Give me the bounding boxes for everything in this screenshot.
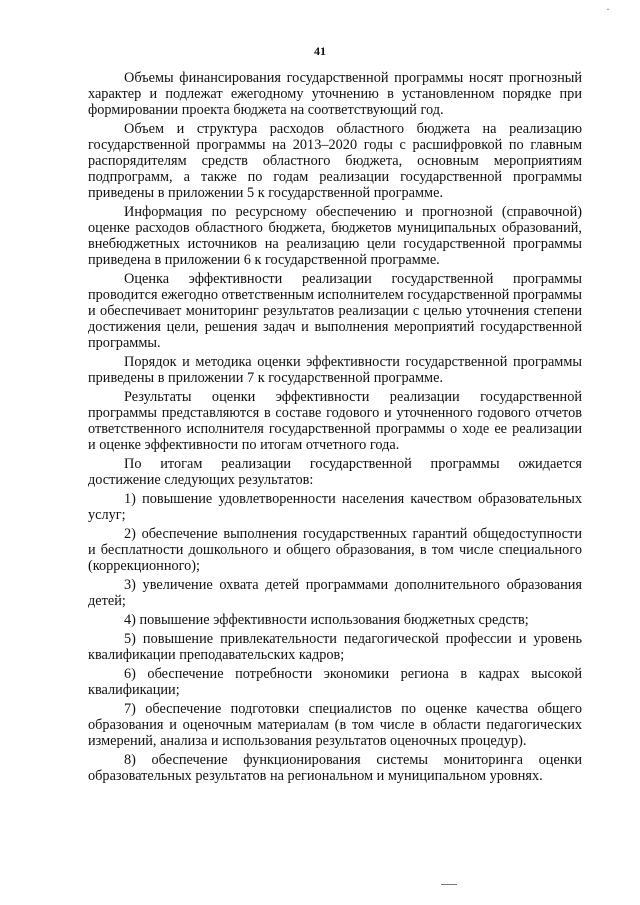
paragraph-expected-results-intro: По итогам реализации государственной программы ожидается достижение следующих результатов: — [88, 456, 582, 488]
list-item-result-6: 6) обеспечение потребности экономики региона в кадрах высокой квалификации; — [88, 666, 582, 698]
list-item-result-1: 1) повышение удовлетворенности населения качеством образовательных услуг; — [88, 491, 582, 523]
bottom-scan-mark — [441, 884, 457, 885]
list-item-result-7: 7) обеспечение подготовки специалистов по оценке качества общего образования и оценочным материалам (в том числе в области педагогических измерений, анализа и использования результатов оценочных процедур). — [88, 701, 582, 749]
document-body — [88, 70, 582, 787]
list-item-result-2: 2) обеспечение выполнения государственных гарантий общедоступности и бесплатности дошкольного и общего образования, в том числе специального (коррекционного); — [88, 526, 582, 574]
paragraph-budget-structure: Объем и структура расходов областного бюджета на реализацию государственной программы на 2013–2020 годы с расшифровкой по главным распорядителям средств областного бюджета, основным мероприятиям подпрограмм, а также по годам реализации государственной программы приведены в приложении 5 к государственной программе. — [88, 121, 582, 201]
corner-mark: · — [606, 2, 610, 16]
paragraph-financing-forecast: Объемы финансирования государственной программы носят прогнозный характер и подлежат ежегодному уточнению в установленном порядке при формировании проекта бюджета на соответствующий год. — [88, 70, 582, 118]
list-item-result-3: 3) увеличение охвата детей программами дополнительного образования детей; — [88, 577, 582, 609]
page-number: 41 — [314, 44, 326, 58]
paragraph-efficiency-assessment: Оценка эффективности реализации государственной программы проводится ежегодно ответственным исполнителем государственной программы и обеспечивает мониторинг результатов реализации с целью уточнения степени достижения цели, решения задач и выполнения мероприятий государственной программы. — [88, 271, 582, 351]
paragraph-assessment-results: Результаты оценки эффективности реализации государственной программы представляются в составе годового и уточненного годового отчетов ответственного исполнителя государственной программы о ходе ее реализации и оценке эффективности по итогам отчетного года. — [88, 389, 582, 453]
list-item-result-8: 8) обеспечение функционирования системы мониторинга оценки образовательных результатов на региональном и муниципальном уровнях. — [88, 752, 582, 784]
list-item-result-5: 5) повышение привлекательности педагогической профессии и уровень квалификации преподавательских кадров; — [88, 631, 582, 663]
paragraph-assessment-method: Порядок и методика оценки эффективности государственной программы приведены в приложении 7 к государственной программе. — [88, 354, 582, 386]
paragraph-resource-information: Информация по ресурсному обеспечению и прогнозной (справочной) оценке расходов областного бюджета, бюджетов муниципальных образований, внебюджетных источников на реализацию цели государственной программы приведена в приложении 6 к государственной программе. — [88, 204, 582, 268]
list-item-result-4: 4) повышение эффективности использования бюджетных средств; — [124, 612, 529, 628]
